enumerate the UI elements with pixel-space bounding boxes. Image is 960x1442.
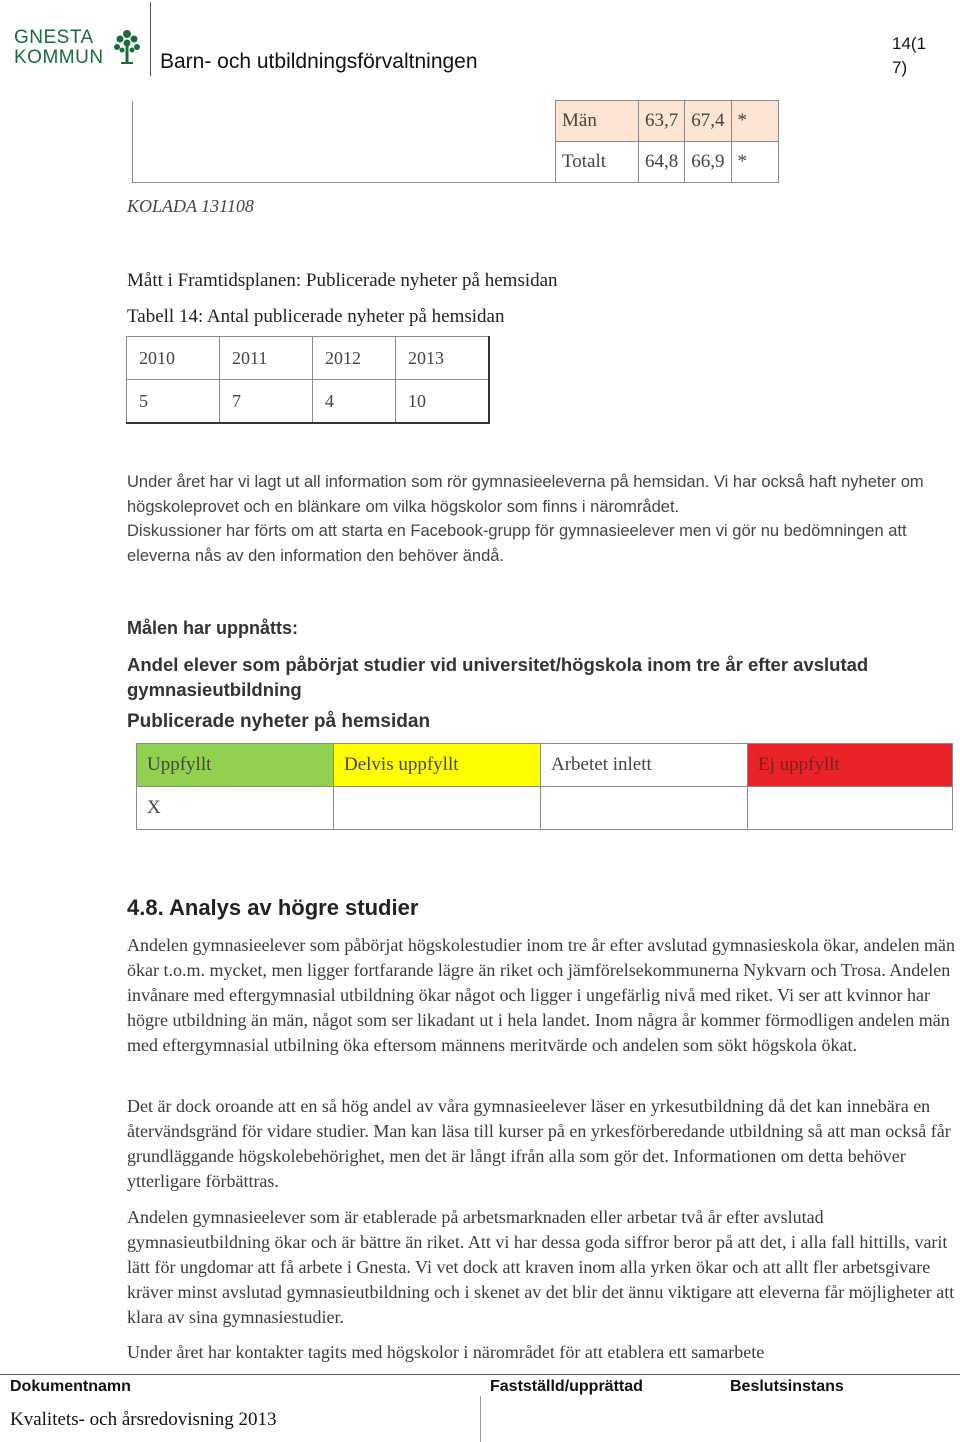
status-mark	[748, 787, 953, 830]
goal-item: Publicerade nyheter på hemsidan	[127, 711, 431, 732]
status-mark: X	[137, 787, 334, 830]
value-cell: 64,8	[639, 142, 685, 183]
footer-label-document: Dokumentnamn	[10, 1378, 131, 1395]
footer-document-name: Kvalitets- och årsredovisning 2013	[10, 1409, 277, 1430]
body-paragraph: Under året har kontakter tagits med högskolor i närområdet för att etablera ett samarbete	[127, 1342, 765, 1362]
value-cell: 7	[220, 380, 313, 424]
goal-item: Andel elever som påbörjat studier vid universitet/högskola inom tre år efter avslutad gymnasieutbildning	[127, 654, 869, 700]
paragraph: Under året har vi lagt ut all information som rör gymnasieeleverna på hemsidan. Vi har också haft nyheter om högskoleprovet och en blänkare om vilka högskolor som finns i närområdet.	[127, 473, 924, 516]
kolada-reference: KOLADA 131108	[127, 196, 254, 216]
footer-label-established: Fastställd/upprättad	[490, 1378, 643, 1395]
value-cell: 10	[396, 380, 490, 424]
table-row	[137, 744, 953, 787]
value-cell: *	[731, 101, 778, 142]
body-paragraph: Andelen gymnasieelever som påbörjat högskolestudier inom tre år efter avslutad gymnasieskola ökar, andelen män ökar t.o.m. mycket, men ligger fortfarande lägre än riket och jämförelsekommunerna Nykvarn och Trosa. Andelen invånare med eftergymnasial utbildning ökar något och ligger i ungefärlig nivå med riket. Vi ser att kvinnor har högre utbildning än män, något som ser likadant ut i hela landet. Inom några år kommer förmodligen andelen män med eftergymnasial utbilning öka eftersom männens meritvärde och andelen som sökt högskola ökat.	[127, 935, 956, 1055]
status-mark	[334, 787, 541, 830]
status-fulfilled: Uppfyllt	[137, 744, 334, 787]
year-header: 2011	[220, 337, 313, 380]
logo-line1: GNESTA	[14, 27, 94, 48]
year-header: 2010	[127, 337, 220, 380]
logo-text	[14, 28, 104, 68]
section-heading: 4.8. Analys av högre studier	[127, 895, 419, 920]
status-not-fulfilled: Ej uppfyllt	[748, 744, 953, 787]
body-paragraph: Andelen gymnasieelever som är etablerade på arbetsmarknaden eller arbetar två år efter avslutad gymnasieutbildning ökar och är bättre än riket. Att vi har dessa goda siffror beror på att det, i alla fall hittills, varit lätt för ungdomar att få arbete i Gnesta. Vi vet dock att kraven inom alla yrken ökar och att allt fler arbetsgivare kräver minst avslutad gymnasieutbildning och i skenet av det blir det ännu viktigare att eleverna får möjligheter att klara av sina gymnasiestudier.	[127, 1207, 955, 1327]
page-number-line1: 14(1	[892, 34, 927, 53]
row-label: Totalt	[556, 142, 639, 183]
tree-icon	[112, 26, 142, 66]
table-row	[133, 101, 779, 142]
table-row	[137, 787, 953, 830]
status-work-started: Arbetet inlett	[541, 744, 748, 787]
municipality-logo	[14, 24, 142, 74]
goal-status-table	[136, 743, 953, 830]
header-divider	[150, 2, 151, 76]
year-header: 2013	[396, 337, 490, 380]
measure-title: Mått i Framtidsplanen: Publicerade nyheter på hemsidan	[127, 270, 558, 291]
value-cell: 63,7	[639, 101, 685, 142]
value-cell: 5	[127, 380, 220, 424]
status-mark	[541, 787, 748, 830]
table-row	[127, 380, 490, 424]
page-number	[892, 32, 952, 80]
year-header: 2012	[313, 337, 396, 380]
footer-divider	[0, 1374, 960, 1375]
comparison-table	[132, 100, 779, 183]
status-partially-fulfilled: Delvis uppfyllt	[334, 744, 541, 787]
page-number-line2: 7)	[892, 58, 908, 77]
value-cell: 66,9	[685, 142, 731, 183]
paragraph: Diskussioner har förts om att starta en Facebook-grupp för gymnasieelever men vi gör nu bedömningen att eleverna nås av den information den behöver ändå.	[127, 522, 907, 565]
empty-cell	[133, 101, 556, 183]
news-count-table	[126, 336, 490, 424]
department-name: Barn- och utbildningsförvaltningen	[160, 50, 478, 73]
footer-column-divider	[480, 1396, 481, 1442]
row-label: Män	[556, 101, 639, 142]
table-caption: Tabell 14: Antal publicerade nyheter på hemsidan	[127, 306, 505, 327]
footer-label-authority: Beslutsinstans	[730, 1378, 844, 1395]
goals-heading: Målen har uppnåtts:	[127, 618, 299, 638]
body-paragraph: Det är dock oroande att en så hög andel av våra gymnasieelever läser en yrkesutbildning då det kan innebära en återvändsgränd för vidare studier. Man kan läsa till kurser på en yrkesförberedande utbildning så att man också får grundläggande högskolebehörighet, men det är långt ifrån alla som gör det. Informationen om detta behöver ytterligare förbättras.	[127, 1096, 951, 1191]
table-row	[127, 337, 490, 380]
value-cell: *	[731, 142, 778, 183]
value-cell: 4	[313, 380, 396, 424]
logo-line2: KOMMUN	[14, 47, 104, 68]
value-cell: 67,4	[685, 101, 731, 142]
